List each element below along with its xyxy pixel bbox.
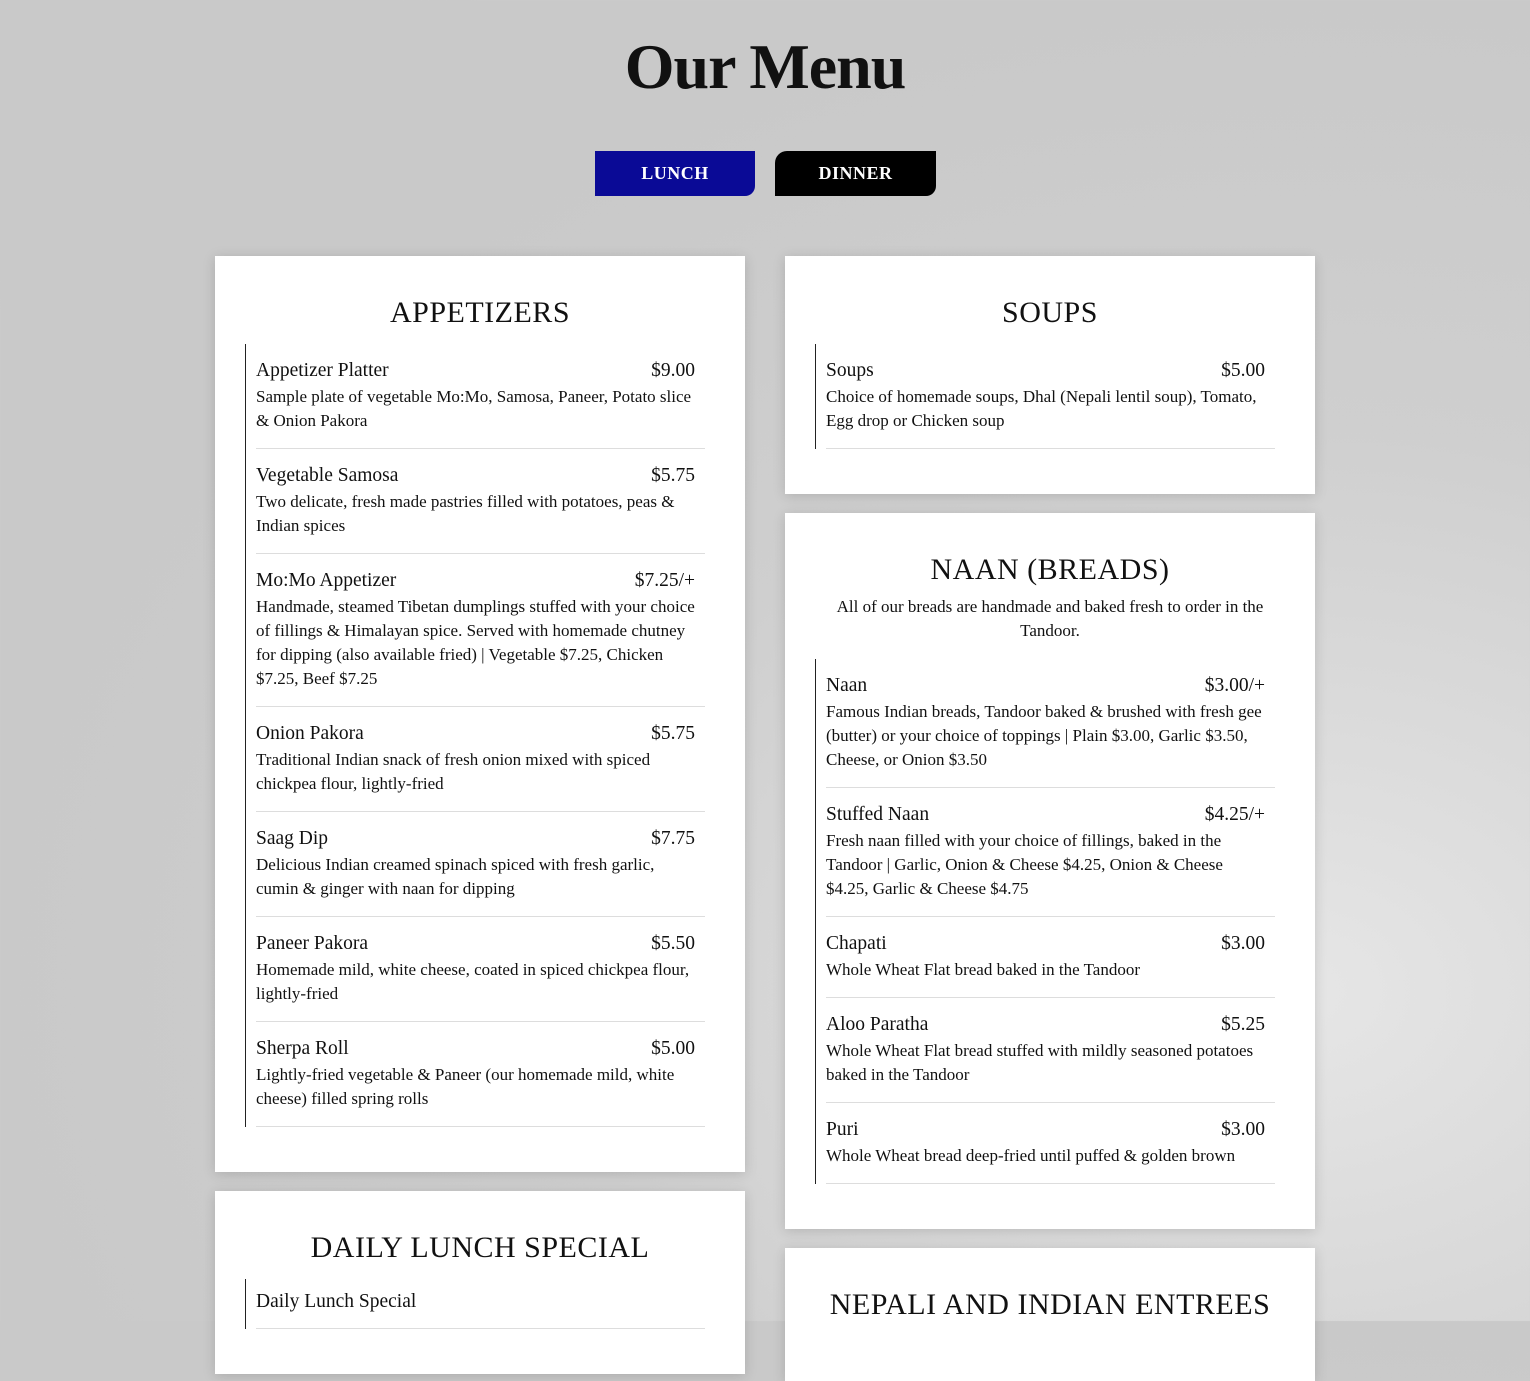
item-name: Chapati — [826, 933, 887, 954]
item-name: Appetizer Platter — [256, 360, 389, 381]
item-name: Aloo Paratha — [826, 1014, 929, 1035]
item-price: $5.75 — [651, 723, 695, 744]
menu-item — [826, 659, 1275, 788]
section-title: APPETIZERS — [389, 296, 571, 329]
menu-item — [256, 812, 705, 917]
item-price: $7.25/+ — [634, 570, 695, 591]
section-appetizers — [215, 256, 745, 1172]
item-name: Vegetable Samosa — [256, 465, 399, 486]
item-header — [256, 929, 705, 955]
item-header — [256, 566, 705, 592]
item-header — [256, 1034, 705, 1060]
item-header — [826, 671, 1275, 697]
item-list — [245, 1279, 705, 1329]
item-header — [256, 1291, 705, 1313]
menu-item — [256, 917, 705, 1022]
item-header — [256, 356, 705, 382]
item-list — [815, 344, 1275, 449]
item-header — [826, 356, 1275, 382]
item-header — [256, 824, 705, 850]
section-intro: All of our breads are handmade and baked fresh to order in the Tandoor. — [836, 597, 1264, 640]
item-description: Fresh naan filled with your choice of fillings, baked in the Tandoor | Garlic, Onion & Cheese $4.25, Onion & Cheese $4.25, Garlic & Cheese $4.75 — [826, 831, 1223, 898]
menu-item — [256, 707, 705, 812]
section-daily-lunch-special — [215, 1191, 745, 1374]
item-name: Onion Pakora — [256, 723, 364, 744]
item-description: Whole Wheat bread deep-fried until puffed & golden brown — [826, 1146, 1236, 1165]
menu-item — [826, 1103, 1275, 1184]
item-price: $5.75 — [651, 465, 695, 486]
item-price: $3.00 — [1221, 1119, 1265, 1140]
item-price: $4.25/+ — [1204, 804, 1265, 825]
item-description: Whole Wheat Flat bread baked in the Tandoor — [826, 960, 1140, 979]
item-price: $5.25 — [1221, 1014, 1265, 1035]
item-header — [826, 1010, 1275, 1036]
item-price: $5.00 — [1221, 360, 1265, 381]
item-description: Two delicate, fresh made pastries filled with potatoes, peas & Indian spices — [256, 492, 675, 535]
item-list — [245, 344, 705, 1127]
item-description: Handmade, steamed Tibetan dumplings stuffed with your choice of fillings & Himalayan spice. Served with homemade chutney for dipping (also available fried) | Vegetable $7.25, Chicken $7.25, Beef $7.25 — [256, 597, 695, 688]
section-soups — [785, 256, 1315, 494]
menu-tabs — [595, 151, 936, 196]
item-name: Saag Dip — [256, 828, 329, 849]
section-entrees — [785, 1248, 1315, 1381]
page-title: Our Menu — [624, 31, 906, 102]
tab-lunch[interactable]: LUNCH — [595, 151, 755, 196]
section-title: DAILY LUNCH SPECIAL — [310, 1231, 650, 1264]
item-name: Puri — [826, 1119, 859, 1140]
item-name: Soups — [826, 360, 874, 381]
item-header — [256, 461, 705, 487]
item-price: $5.50 — [651, 933, 695, 954]
item-description: Famous Indian breads, Tandoor baked & brushed with fresh gee (butter) or your choice of toppings | Plain $3.00, Garlic $3.50, Cheese, or Onion $3.50 — [826, 702, 1262, 769]
item-name: Naan — [826, 675, 868, 696]
menu-item — [256, 1022, 705, 1127]
item-list — [815, 659, 1275, 1184]
item-price: $3.00 — [1221, 933, 1265, 954]
item-header — [256, 719, 705, 745]
right-column — [785, 256, 1315, 1381]
item-description: Homemade mild, white cheese, coated in spiced chickpea flour, lightly-fried — [256, 960, 690, 1003]
menu-item — [256, 1279, 705, 1329]
item-price: $9.00 — [651, 360, 695, 381]
menu-item — [256, 344, 705, 449]
menu-item — [256, 449, 705, 554]
item-price: $3.00/+ — [1204, 675, 1265, 696]
tab-dinner[interactable]: DINNER — [775, 151, 936, 196]
left-column — [215, 256, 745, 1374]
item-name: Mo:Mo Appetizer — [256, 570, 397, 591]
item-header — [826, 1115, 1275, 1141]
menu-item — [826, 344, 1275, 449]
menu-item — [826, 788, 1275, 917]
item-name: Stuffed Naan — [826, 804, 930, 825]
section-title: SOUPS — [1002, 296, 1098, 329]
item-name: Sherpa Roll — [256, 1038, 349, 1059]
menu-item — [826, 917, 1275, 998]
item-price: $5.00 — [651, 1038, 695, 1059]
item-description: Delicious Indian creamed spinach spiced with fresh garlic, cumin & ginger with naan for dipping — [256, 855, 655, 898]
item-description: Lightly-fried vegetable & Paneer (our homemade mild, white cheese) filled spring rolls — [256, 1065, 675, 1108]
item-description: Whole Wheat Flat bread stuffed with mildly seasoned potatoes baked in the Tandoor — [826, 1041, 1254, 1084]
menu-item — [826, 998, 1275, 1103]
menu-item — [256, 554, 705, 707]
section-title: NEPALI AND INDIAN ENTREES — [829, 1288, 1271, 1321]
item-price: $7.75 — [651, 828, 695, 849]
item-description: Choice of homemade soups, Dhal (Nepali lentil soup), Tomato, Egg drop or Chicken soup — [826, 387, 1257, 430]
item-description: Traditional Indian snack of fresh onion mixed with spiced chickpea flour, lightly-fried — [256, 750, 651, 793]
section-naan — [785, 513, 1315, 1229]
item-header — [826, 929, 1275, 955]
item-name: Paneer Pakora — [256, 933, 369, 954]
item-description: Sample plate of vegetable Mo:Mo, Samosa, Paneer, Potato slice & Onion Pakora — [256, 387, 692, 430]
section-title: NAAN (BREADS) — [930, 553, 1170, 586]
item-name: Daily Lunch Special — [256, 1291, 417, 1312]
item-header — [826, 800, 1275, 826]
